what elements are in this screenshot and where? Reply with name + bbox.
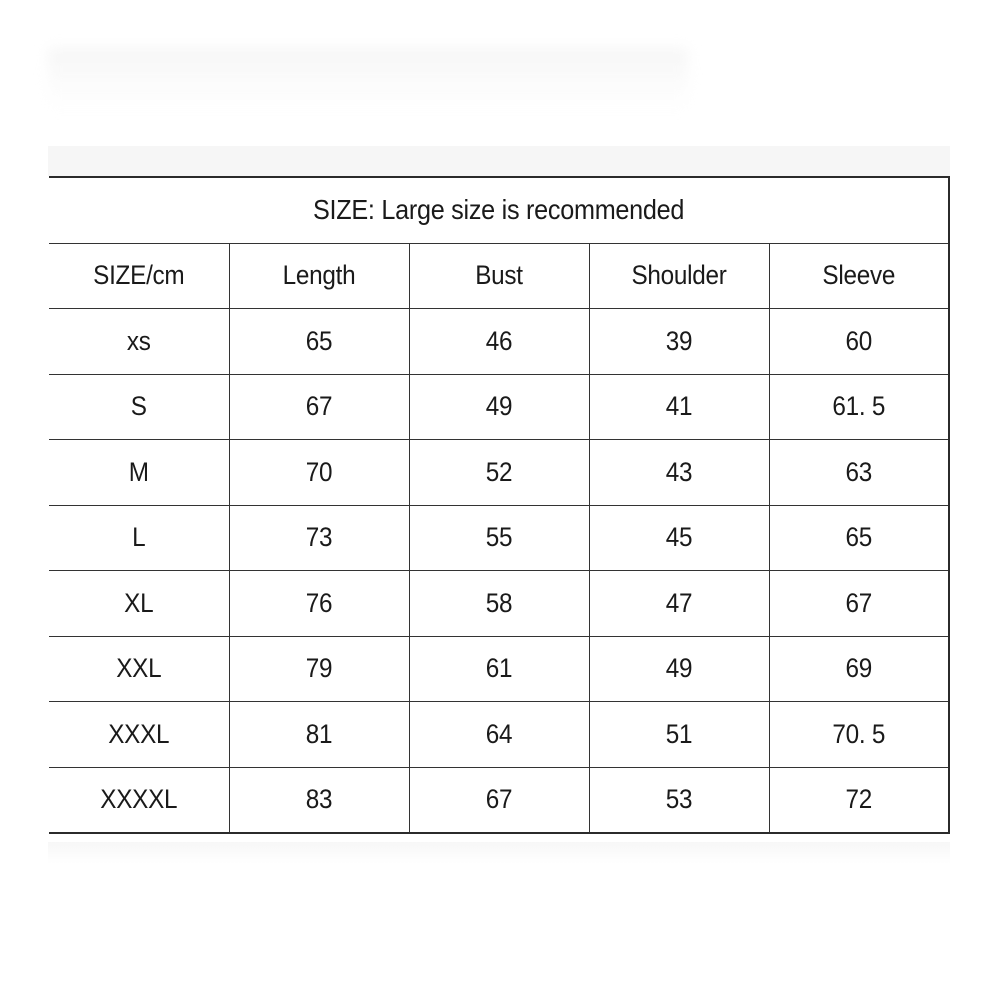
cell-length: 65 xyxy=(238,309,400,375)
cell-bust: 61 xyxy=(418,636,580,702)
column-header-bust: Bust xyxy=(418,243,580,309)
cell-shoulder: 39 xyxy=(598,309,760,375)
cell-length: 73 xyxy=(238,505,400,571)
cell-bust: 64 xyxy=(418,702,580,768)
cell-shoulder: 49 xyxy=(598,636,760,702)
table-row xyxy=(49,440,949,506)
cell-sleeve: 72 xyxy=(778,767,940,833)
cell-size: XXXXL xyxy=(100,784,178,815)
cell-shoulder: 51 xyxy=(598,702,760,768)
cell-size: XXXL xyxy=(58,702,220,768)
cell-bust: 58 xyxy=(418,571,580,637)
cell-sleeve: 65 xyxy=(778,505,940,571)
cell-sleeve: 67 xyxy=(778,571,940,637)
table-row xyxy=(49,374,949,440)
table-row xyxy=(49,767,949,833)
table-row xyxy=(49,636,949,702)
table-title-row xyxy=(49,177,949,243)
cell-size: xs xyxy=(58,309,220,375)
size-chart-table xyxy=(49,176,950,834)
cell-sleeve: 69 xyxy=(778,636,940,702)
table-header-row xyxy=(49,243,949,309)
cell-shoulder: 41 xyxy=(598,374,760,440)
column-header-shoulder: Shoulder xyxy=(598,243,760,309)
column-header-size: SIZE/cm xyxy=(58,243,220,309)
cell-size: L xyxy=(58,505,220,571)
cell-size: XXL xyxy=(58,636,220,702)
column-header-sleeve: Sleeve xyxy=(778,243,940,309)
table-title: SIZE: Large size is recommended xyxy=(94,177,904,243)
cell-size: S xyxy=(58,374,220,440)
cell-shoulder: 53 xyxy=(598,767,760,833)
bottom-shadow-band xyxy=(48,842,950,864)
table-row xyxy=(49,309,949,375)
cell-length: 81 xyxy=(238,702,400,768)
cell-shoulder: 43 xyxy=(598,440,760,506)
cell-length: 76 xyxy=(238,571,400,637)
table-row xyxy=(49,505,949,571)
faded-background-smudge xyxy=(48,48,688,110)
cell-bust: 67 xyxy=(418,767,580,833)
cell-sleeve: 63 xyxy=(778,440,940,506)
cell-bust: 52 xyxy=(418,440,580,506)
top-shadow-band xyxy=(48,146,950,176)
cell-bust: 55 xyxy=(418,505,580,571)
cell-sleeve: 61. 5 xyxy=(778,374,940,440)
cell-length: 70 xyxy=(238,440,400,506)
cell-length: 67 xyxy=(238,374,400,440)
column-header-length: Length xyxy=(238,243,400,309)
cell-length: 79 xyxy=(238,636,400,702)
cell-shoulder: 45 xyxy=(598,505,760,571)
cell-sleeve: 60 xyxy=(778,309,940,375)
cell-bust: 46 xyxy=(418,309,580,375)
cell-length: 83 xyxy=(238,767,400,833)
table-row xyxy=(49,571,949,637)
cell-sleeve: 70. 5 xyxy=(778,702,940,768)
table-row xyxy=(49,702,949,768)
cell-size: XL xyxy=(58,571,220,637)
cell-size: M xyxy=(58,440,220,506)
cell-bust: 49 xyxy=(418,374,580,440)
cell-shoulder: 47 xyxy=(598,571,760,637)
